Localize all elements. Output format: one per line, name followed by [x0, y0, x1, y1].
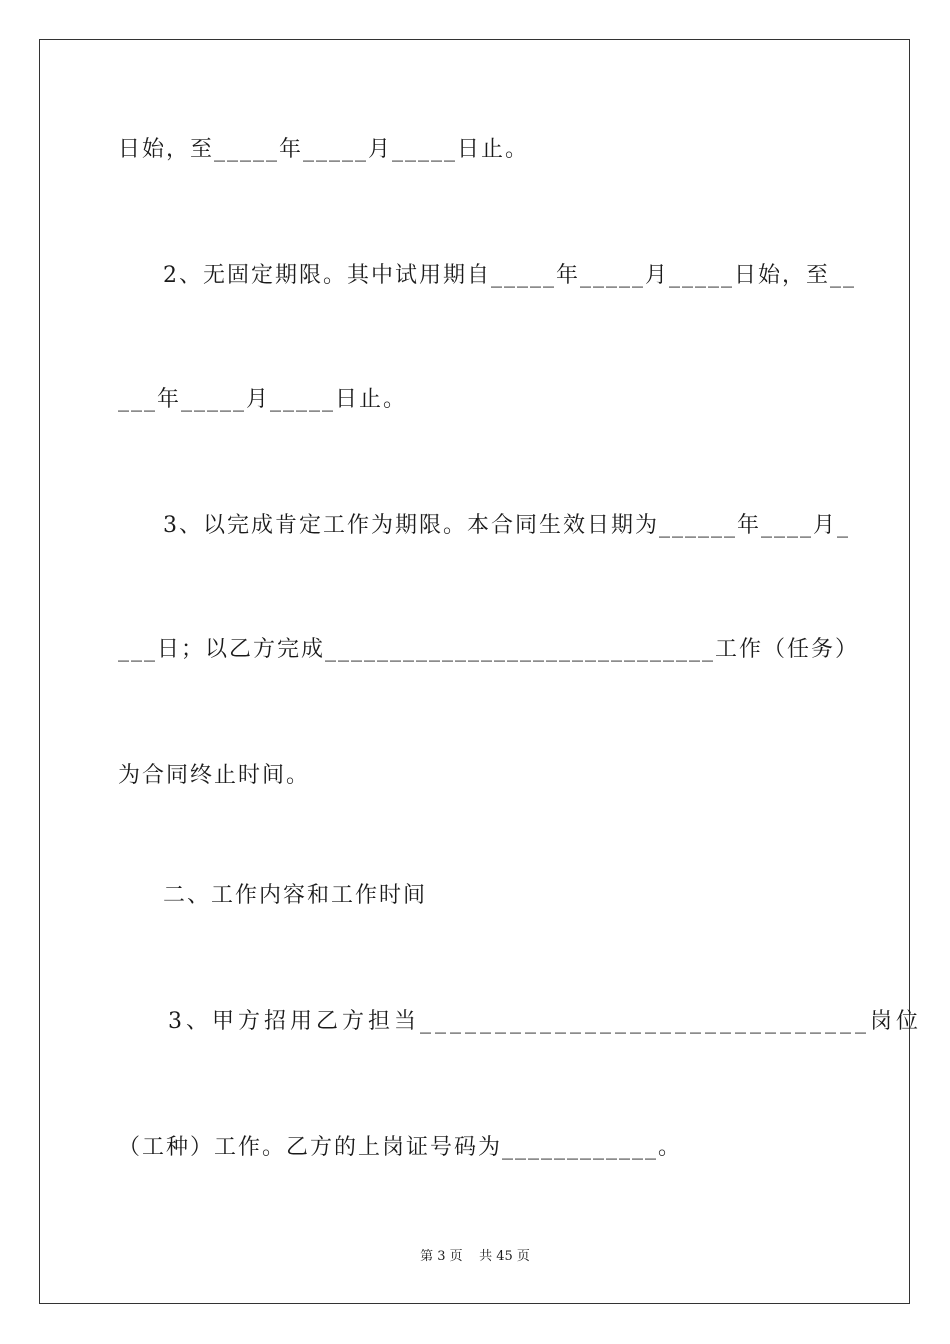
- paragraph-line: （工种）工作。乙方的上岗证号码为____________。: [118, 1135, 683, 1160]
- paragraph-line: 日始，至_____年_____月_____日止。: [118, 137, 530, 162]
- section-heading: 二、工作内容和工作时间: [163, 883, 428, 908]
- paragraph-line: ___年_____月_____日止。: [118, 387, 408, 412]
- paragraph-line: ___日；以乙方完成______________________________工作（任务）: [118, 637, 860, 662]
- page-number-footer: 第 3 页 共 45 页: [420, 1249, 530, 1264]
- paragraph-line: 3、甲方招用乙方担当______________________________岗位: [168, 1009, 922, 1034]
- page-frame: [39, 39, 922, 1304]
- paragraph-line: 2、无固定期限。其中试用期自_____年_____月_____日始，至__: [163, 263, 856, 288]
- paragraph-line: 为合同终止时间。: [118, 763, 311, 788]
- paragraph-line: 3、以完成肯定工作为期限。本合同生效日期为______年____月_: [163, 513, 850, 538]
